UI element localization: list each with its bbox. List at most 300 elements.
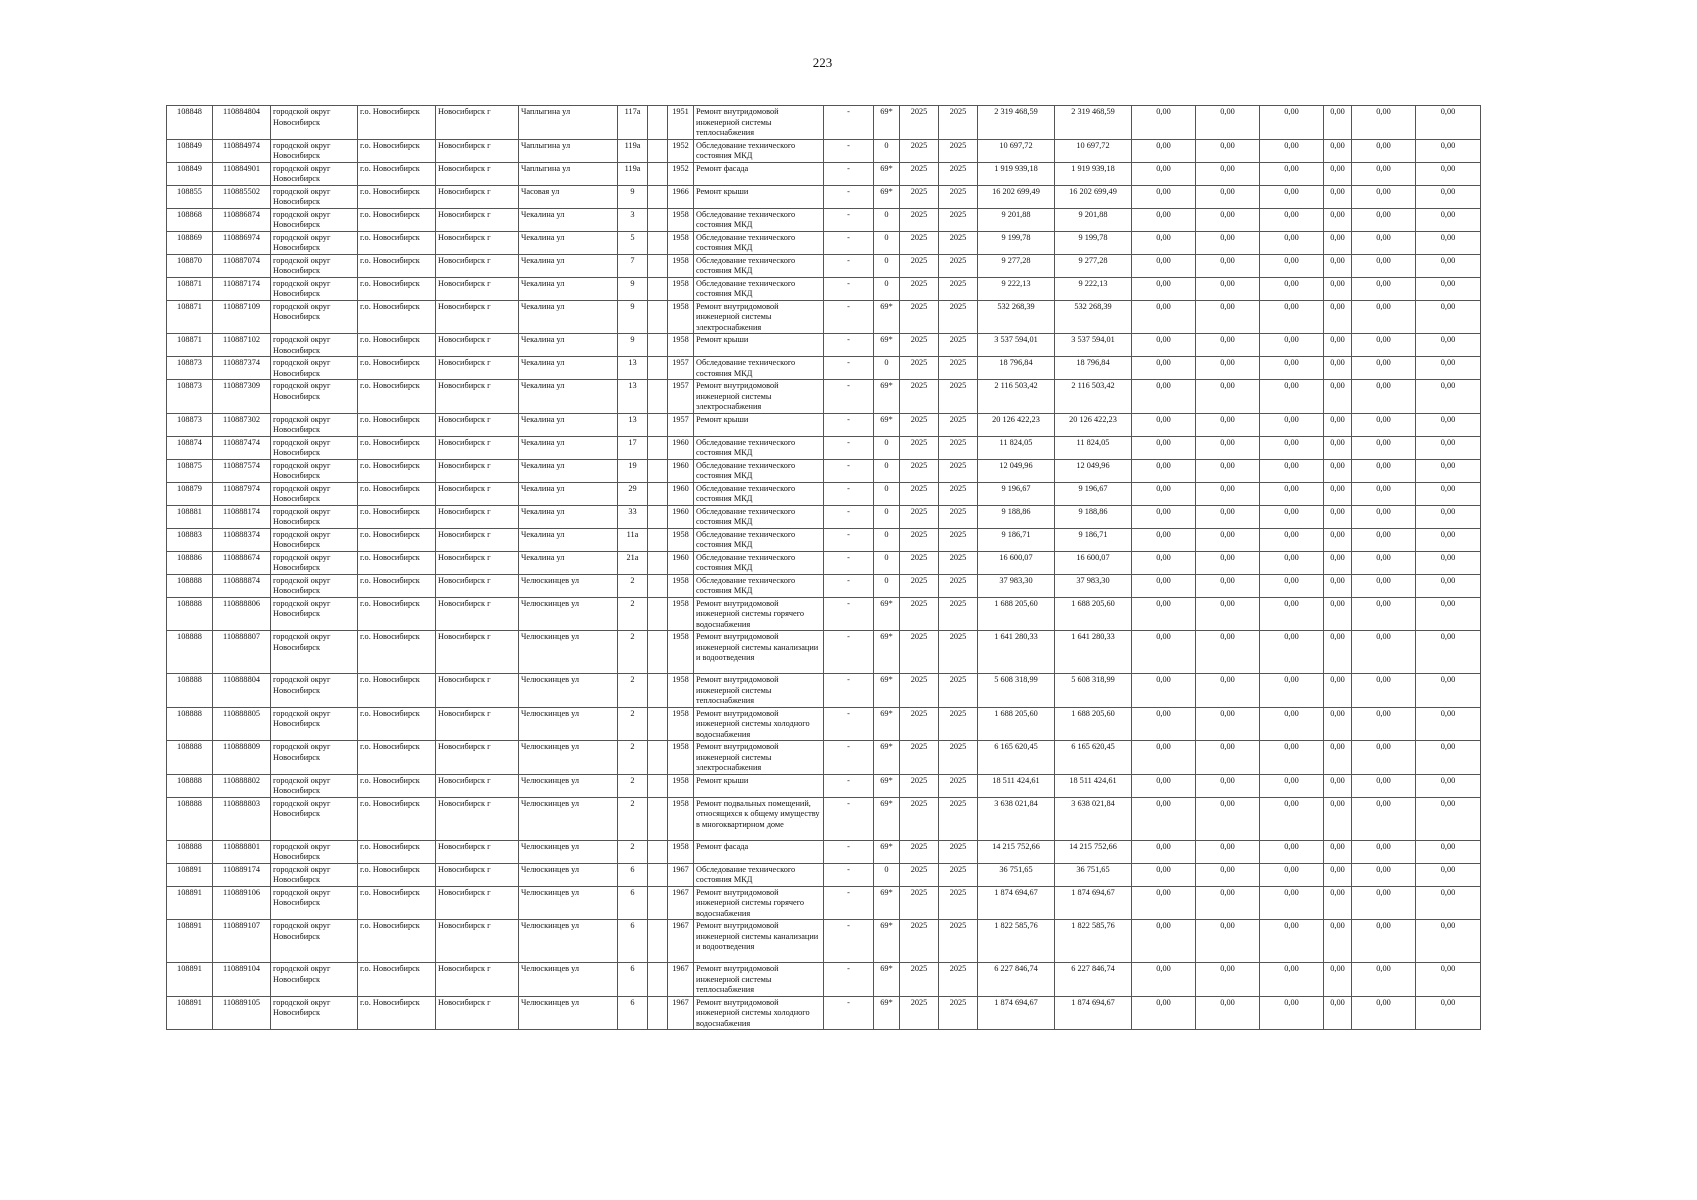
work-type-cell: Ремонт внутридомовой инженерной системы теплоснабжения bbox=[694, 963, 824, 997]
cost-col-18-cell: 0,00 bbox=[1196, 231, 1260, 254]
cost-col-17-cell: 0,00 bbox=[1132, 185, 1196, 208]
rate-cell: 0 bbox=[874, 208, 900, 231]
cell-dash-cell: - bbox=[824, 208, 874, 231]
cost-col-21-cell: 0,00 bbox=[1352, 357, 1416, 380]
building-cell bbox=[648, 208, 668, 231]
start-year-cell: 2025 bbox=[900, 162, 939, 185]
cost-fund-cell: 6 165 620,45 bbox=[1055, 741, 1132, 775]
start-year-cell: 2025 bbox=[900, 277, 939, 300]
building-cell bbox=[648, 357, 668, 380]
municipal-district-cell: г.о. Новосибирск bbox=[358, 334, 436, 357]
cost-col-22-cell: 0,00 bbox=[1416, 185, 1481, 208]
cost-col-21-cell: 0,00 bbox=[1352, 996, 1416, 1030]
building-cell bbox=[648, 574, 668, 597]
rate-cell: 0 bbox=[874, 551, 900, 574]
cost-col-18-cell: 0,00 bbox=[1196, 380, 1260, 414]
cost-col-17-cell: 0,00 bbox=[1132, 528, 1196, 551]
municipality-cell: городской округ Новосибирск bbox=[271, 886, 358, 920]
municipal-district-cell: г.о. Новосибирск bbox=[358, 482, 436, 505]
settlement-cell: Новосибирск г bbox=[436, 774, 519, 797]
cost-col-21-cell: 0,00 bbox=[1352, 707, 1416, 741]
building-cell bbox=[648, 277, 668, 300]
cost-col-20-cell: 0,00 bbox=[1324, 413, 1352, 436]
cost-col-19-cell: 0,00 bbox=[1260, 631, 1324, 674]
row-id-cell: 108871 bbox=[167, 300, 213, 334]
municipality-cell: городской округ Новосибирск bbox=[271, 482, 358, 505]
cost-col-18-cell: 0,00 bbox=[1196, 797, 1260, 840]
record-code-cell: 110888803 bbox=[213, 797, 271, 840]
settlement-cell: Новосибирск г bbox=[436, 334, 519, 357]
record-code-cell: 110887109 bbox=[213, 300, 271, 334]
year-built-cell: 1958 bbox=[668, 300, 694, 334]
year-built-cell: 1951 bbox=[668, 106, 694, 140]
building-cell bbox=[648, 863, 668, 886]
year-built-cell: 1967 bbox=[668, 920, 694, 963]
total-cost-cell: 37 983,30 bbox=[978, 574, 1055, 597]
cost-col-19-cell: 0,00 bbox=[1260, 357, 1324, 380]
cost-col-17-cell: 0,00 bbox=[1132, 106, 1196, 140]
cost-col-20-cell: 0,00 bbox=[1324, 597, 1352, 631]
year-built-cell: 1958 bbox=[668, 334, 694, 357]
house-number-cell: 13 bbox=[618, 380, 648, 414]
cost-col-17-cell: 0,00 bbox=[1132, 597, 1196, 631]
total-cost-cell: 1 874 694,67 bbox=[978, 886, 1055, 920]
settlement-cell: Новосибирск г bbox=[436, 920, 519, 963]
cost-col-21-cell: 0,00 bbox=[1352, 231, 1416, 254]
cost-col-19-cell: 0,00 bbox=[1260, 574, 1324, 597]
municipality-cell: городской округ Новосибирск bbox=[271, 254, 358, 277]
municipal-district-cell: г.о. Новосибирск bbox=[358, 106, 436, 140]
cost-col-18-cell: 0,00 bbox=[1196, 886, 1260, 920]
municipal-district-cell: г.о. Новосибирск bbox=[358, 774, 436, 797]
end-year-cell: 2025 bbox=[939, 920, 978, 963]
cost-col-19-cell: 0,00 bbox=[1260, 106, 1324, 140]
work-type-cell: Ремонт внутридомовой инженерной системы электроснабжения bbox=[694, 300, 824, 334]
cell-dash-cell: - bbox=[824, 840, 874, 863]
building-cell bbox=[648, 459, 668, 482]
cost-fund-cell: 1 688 205,60 bbox=[1055, 707, 1132, 741]
house-number-cell: 9 bbox=[618, 300, 648, 334]
cost-col-22-cell: 0,00 bbox=[1416, 413, 1481, 436]
street-cell: Чекалина ул bbox=[519, 208, 618, 231]
cost-col-22-cell: 0,00 bbox=[1416, 482, 1481, 505]
start-year-cell: 2025 bbox=[900, 528, 939, 551]
cost-col-18-cell: 0,00 bbox=[1196, 357, 1260, 380]
municipality-cell: городской округ Новосибирск bbox=[271, 208, 358, 231]
total-cost-cell: 12 049,96 bbox=[978, 459, 1055, 482]
rate-cell: 69* bbox=[874, 920, 900, 963]
end-year-cell: 2025 bbox=[939, 741, 978, 775]
cost-col-21-cell: 0,00 bbox=[1352, 920, 1416, 963]
cost-col-17-cell: 0,00 bbox=[1132, 863, 1196, 886]
row-id-cell: 108879 bbox=[167, 482, 213, 505]
year-built-cell: 1958 bbox=[668, 840, 694, 863]
cost-col-18-cell: 0,00 bbox=[1196, 300, 1260, 334]
municipality-cell: городской округ Новосибирск bbox=[271, 963, 358, 997]
start-year-cell: 2025 bbox=[900, 863, 939, 886]
cost-col-19-cell: 0,00 bbox=[1260, 863, 1324, 886]
row-id-cell: 108886 bbox=[167, 551, 213, 574]
cost-col-17-cell: 0,00 bbox=[1132, 436, 1196, 459]
cost-col-19-cell: 0,00 bbox=[1260, 707, 1324, 741]
building-cell bbox=[648, 886, 668, 920]
cost-col-19-cell: 0,00 bbox=[1260, 551, 1324, 574]
table-row bbox=[167, 774, 1481, 797]
settlement-cell: Новосибирск г bbox=[436, 254, 519, 277]
cost-col-19-cell: 0,00 bbox=[1260, 459, 1324, 482]
work-type-cell: Ремонт внутридомовой инженерной системы канализации и водоотведения bbox=[694, 631, 824, 674]
cost-col-20-cell: 0,00 bbox=[1324, 380, 1352, 414]
house-number-cell: 2 bbox=[618, 707, 648, 741]
municipal-district-cell: г.о. Новосибирск bbox=[358, 674, 436, 708]
row-id-cell: 108871 bbox=[167, 277, 213, 300]
municipality-cell: городской округ Новосибирск bbox=[271, 920, 358, 963]
cost-col-17-cell: 0,00 bbox=[1132, 707, 1196, 741]
building-cell bbox=[648, 528, 668, 551]
cost-fund-cell: 2 319 468,59 bbox=[1055, 106, 1132, 140]
record-code-cell: 110888809 bbox=[213, 741, 271, 775]
house-number-cell: 119а bbox=[618, 139, 648, 162]
year-built-cell: 1966 bbox=[668, 185, 694, 208]
work-type-cell: Ремонт внутридомовой инженерной системы горячего водоснабжения bbox=[694, 886, 824, 920]
total-cost-cell: 9 196,67 bbox=[978, 482, 1055, 505]
street-cell: Часовая ул bbox=[519, 185, 618, 208]
cost-col-21-cell: 0,00 bbox=[1352, 185, 1416, 208]
record-code-cell: 110887974 bbox=[213, 482, 271, 505]
end-year-cell: 2025 bbox=[939, 774, 978, 797]
cost-fund-cell: 9 196,67 bbox=[1055, 482, 1132, 505]
street-cell: Челюскинцев ул bbox=[519, 707, 618, 741]
municipal-district-cell: г.о. Новосибирск bbox=[358, 551, 436, 574]
cell-dash-cell: - bbox=[824, 413, 874, 436]
rate-cell: 69* bbox=[874, 840, 900, 863]
table-row bbox=[167, 863, 1481, 886]
record-code-cell: 110887302 bbox=[213, 413, 271, 436]
cost-col-22-cell: 0,00 bbox=[1416, 574, 1481, 597]
cost-col-18-cell: 0,00 bbox=[1196, 996, 1260, 1030]
end-year-cell: 2025 bbox=[939, 574, 978, 597]
start-year-cell: 2025 bbox=[900, 741, 939, 775]
cost-fund-cell: 9 186,71 bbox=[1055, 528, 1132, 551]
row-id-cell: 108888 bbox=[167, 631, 213, 674]
building-cell bbox=[648, 920, 668, 963]
record-code-cell: 110888802 bbox=[213, 774, 271, 797]
work-type-cell: Ремонт фасада bbox=[694, 840, 824, 863]
table-row bbox=[167, 920, 1481, 963]
cost-col-17-cell: 0,00 bbox=[1132, 357, 1196, 380]
cost-fund-cell: 18 511 424,61 bbox=[1055, 774, 1132, 797]
record-code-cell: 110884804 bbox=[213, 106, 271, 140]
cost-col-20-cell: 0,00 bbox=[1324, 963, 1352, 997]
cost-col-20-cell: 0,00 bbox=[1324, 208, 1352, 231]
rate-cell: 69* bbox=[874, 741, 900, 775]
end-year-cell: 2025 bbox=[939, 996, 978, 1030]
total-cost-cell: 6 165 620,45 bbox=[978, 741, 1055, 775]
end-year-cell: 2025 bbox=[939, 505, 978, 528]
municipal-district-cell: г.о. Новосибирск bbox=[358, 162, 436, 185]
record-code-cell: 110889104 bbox=[213, 963, 271, 997]
work-type-cell: Ремонт внутридомовой инженерной системы электроснабжения bbox=[694, 741, 824, 775]
end-year-cell: 2025 bbox=[939, 528, 978, 551]
end-year-cell: 2025 bbox=[939, 277, 978, 300]
start-year-cell: 2025 bbox=[900, 139, 939, 162]
settlement-cell: Новосибирск г bbox=[436, 574, 519, 597]
cell-dash-cell: - bbox=[824, 277, 874, 300]
cost-col-17-cell: 0,00 bbox=[1132, 482, 1196, 505]
start-year-cell: 2025 bbox=[900, 840, 939, 863]
work-type-cell: Ремонт фасада bbox=[694, 162, 824, 185]
row-id-cell: 108868 bbox=[167, 208, 213, 231]
cell-dash-cell: - bbox=[824, 674, 874, 708]
year-built-cell: 1960 bbox=[668, 459, 694, 482]
cost-col-22-cell: 0,00 bbox=[1416, 505, 1481, 528]
house-number-cell: 9 bbox=[618, 334, 648, 357]
cell-dash-cell: - bbox=[824, 774, 874, 797]
municipal-district-cell: г.о. Новосибирск bbox=[358, 254, 436, 277]
end-year-cell: 2025 bbox=[939, 300, 978, 334]
total-cost-cell: 14 215 752,66 bbox=[978, 840, 1055, 863]
table-row bbox=[167, 528, 1481, 551]
municipality-cell: городской округ Новосибирск bbox=[271, 574, 358, 597]
cost-col-22-cell: 0,00 bbox=[1416, 254, 1481, 277]
year-built-cell: 1960 bbox=[668, 436, 694, 459]
table-row bbox=[167, 380, 1481, 414]
cost-col-18-cell: 0,00 bbox=[1196, 674, 1260, 708]
cost-col-20-cell: 0,00 bbox=[1324, 231, 1352, 254]
total-cost-cell: 9 222,13 bbox=[978, 277, 1055, 300]
work-type-cell: Ремонт крыши bbox=[694, 334, 824, 357]
municipal-district-cell: г.о. Новосибирск bbox=[358, 840, 436, 863]
record-code-cell: 110886874 bbox=[213, 208, 271, 231]
total-cost-cell: 2 116 503,42 bbox=[978, 380, 1055, 414]
building-cell bbox=[648, 231, 668, 254]
row-id-cell: 108888 bbox=[167, 674, 213, 708]
year-built-cell: 1958 bbox=[668, 277, 694, 300]
row-id-cell: 108875 bbox=[167, 459, 213, 482]
cost-fund-cell: 9 222,13 bbox=[1055, 277, 1132, 300]
row-id-cell: 108888 bbox=[167, 707, 213, 741]
municipality-cell: городской округ Новосибирск bbox=[271, 436, 358, 459]
table-row bbox=[167, 996, 1481, 1030]
municipality-cell: городской округ Новосибирск bbox=[271, 774, 358, 797]
end-year-cell: 2025 bbox=[939, 254, 978, 277]
cost-col-22-cell: 0,00 bbox=[1416, 707, 1481, 741]
cell-dash-cell: - bbox=[824, 996, 874, 1030]
table-row bbox=[167, 185, 1481, 208]
cost-col-20-cell: 0,00 bbox=[1324, 300, 1352, 334]
record-code-cell: 110889105 bbox=[213, 996, 271, 1030]
cost-col-18-cell: 0,00 bbox=[1196, 139, 1260, 162]
table-row bbox=[167, 106, 1481, 140]
rate-cell: 69* bbox=[874, 963, 900, 997]
start-year-cell: 2025 bbox=[900, 886, 939, 920]
cost-col-19-cell: 0,00 bbox=[1260, 528, 1324, 551]
cost-fund-cell: 11 824,05 bbox=[1055, 436, 1132, 459]
start-year-cell: 2025 bbox=[900, 551, 939, 574]
total-cost-cell: 20 126 422,23 bbox=[978, 413, 1055, 436]
rate-cell: 69* bbox=[874, 413, 900, 436]
cost-col-22-cell: 0,00 bbox=[1416, 774, 1481, 797]
house-number-cell: 6 bbox=[618, 863, 648, 886]
year-built-cell: 1958 bbox=[668, 528, 694, 551]
record-code-cell: 110888874 bbox=[213, 574, 271, 597]
settlement-cell: Новосибирск г bbox=[436, 597, 519, 631]
building-cell bbox=[648, 413, 668, 436]
cost-col-17-cell: 0,00 bbox=[1132, 413, 1196, 436]
total-cost-cell: 9 188,86 bbox=[978, 505, 1055, 528]
cost-col-22-cell: 0,00 bbox=[1416, 277, 1481, 300]
municipal-district-cell: г.о. Новосибирск bbox=[358, 505, 436, 528]
cost-col-22-cell: 0,00 bbox=[1416, 357, 1481, 380]
municipality-cell: городской округ Новосибирск bbox=[271, 528, 358, 551]
start-year-cell: 2025 bbox=[900, 797, 939, 840]
cost-col-18-cell: 0,00 bbox=[1196, 254, 1260, 277]
house-number-cell: 117а bbox=[618, 106, 648, 140]
cell-dash-cell: - bbox=[824, 231, 874, 254]
cell-dash-cell: - bbox=[824, 300, 874, 334]
table-row bbox=[167, 505, 1481, 528]
cost-col-19-cell: 0,00 bbox=[1260, 277, 1324, 300]
settlement-cell: Новосибирск г bbox=[436, 139, 519, 162]
building-cell bbox=[648, 774, 668, 797]
settlement-cell: Новосибирск г bbox=[436, 413, 519, 436]
cell-dash-cell: - bbox=[824, 505, 874, 528]
cell-dash-cell: - bbox=[824, 797, 874, 840]
street-cell: Челюскинцев ул bbox=[519, 863, 618, 886]
total-cost-cell: 9 277,28 bbox=[978, 254, 1055, 277]
end-year-cell: 2025 bbox=[939, 106, 978, 140]
cost-col-21-cell: 0,00 bbox=[1352, 674, 1416, 708]
work-type-cell: Обследование технического состояния МКД bbox=[694, 208, 824, 231]
street-cell: Чаплыгина ул bbox=[519, 106, 618, 140]
cell-dash-cell: - bbox=[824, 185, 874, 208]
rate-cell: 69* bbox=[874, 300, 900, 334]
cost-fund-cell: 36 751,65 bbox=[1055, 863, 1132, 886]
cost-col-22-cell: 0,00 bbox=[1416, 231, 1481, 254]
building-cell bbox=[648, 334, 668, 357]
cost-col-17-cell: 0,00 bbox=[1132, 254, 1196, 277]
cost-col-18-cell: 0,00 bbox=[1196, 774, 1260, 797]
building-cell bbox=[648, 963, 668, 997]
rate-cell: 69* bbox=[874, 162, 900, 185]
table-row bbox=[167, 413, 1481, 436]
row-id-cell: 108869 bbox=[167, 231, 213, 254]
settlement-cell: Новосибирск г bbox=[436, 674, 519, 708]
cost-col-22-cell: 0,00 bbox=[1416, 797, 1481, 840]
building-cell bbox=[648, 707, 668, 741]
building-cell bbox=[648, 840, 668, 863]
cost-col-22-cell: 0,00 bbox=[1416, 631, 1481, 674]
rate-cell: 69* bbox=[874, 106, 900, 140]
cost-col-19-cell: 0,00 bbox=[1260, 231, 1324, 254]
municipality-cell: городской округ Новосибирск bbox=[271, 459, 358, 482]
end-year-cell: 2025 bbox=[939, 840, 978, 863]
record-code-cell: 110889174 bbox=[213, 863, 271, 886]
building-cell bbox=[648, 741, 668, 775]
cost-col-18-cell: 0,00 bbox=[1196, 840, 1260, 863]
total-cost-cell: 3 537 594,01 bbox=[978, 334, 1055, 357]
cost-col-20-cell: 0,00 bbox=[1324, 162, 1352, 185]
cost-col-18-cell: 0,00 bbox=[1196, 482, 1260, 505]
settlement-cell: Новосибирск г bbox=[436, 863, 519, 886]
building-cell bbox=[648, 106, 668, 140]
cost-col-18-cell: 0,00 bbox=[1196, 162, 1260, 185]
house-number-cell: 17 bbox=[618, 436, 648, 459]
municipality-cell: городской округ Новосибирск bbox=[271, 139, 358, 162]
cost-col-22-cell: 0,00 bbox=[1416, 886, 1481, 920]
start-year-cell: 2025 bbox=[900, 574, 939, 597]
street-cell: Чекалина ул bbox=[519, 300, 618, 334]
work-type-cell: Обследование технического состояния МКД bbox=[694, 357, 824, 380]
end-year-cell: 2025 bbox=[939, 413, 978, 436]
house-number-cell: 9 bbox=[618, 185, 648, 208]
record-code-cell: 110888174 bbox=[213, 505, 271, 528]
total-cost-cell: 6 227 846,74 bbox=[978, 963, 1055, 997]
cost-fund-cell: 20 126 422,23 bbox=[1055, 413, 1132, 436]
cost-col-21-cell: 0,00 bbox=[1352, 106, 1416, 140]
cost-fund-cell: 1 822 585,76 bbox=[1055, 920, 1132, 963]
cost-col-22-cell: 0,00 bbox=[1416, 996, 1481, 1030]
cell-dash-cell: - bbox=[824, 574, 874, 597]
street-cell: Челюскинцев ул bbox=[519, 574, 618, 597]
settlement-cell: Новосибирск г bbox=[436, 840, 519, 863]
row-id-cell: 108888 bbox=[167, 840, 213, 863]
year-built-cell: 1957 bbox=[668, 413, 694, 436]
municipality-cell: городской округ Новосибирск bbox=[271, 413, 358, 436]
municipality-cell: городской округ Новосибирск bbox=[271, 797, 358, 840]
municipality-cell: городской округ Новосибирск bbox=[271, 551, 358, 574]
cost-col-22-cell: 0,00 bbox=[1416, 300, 1481, 334]
cell-dash-cell: - bbox=[824, 254, 874, 277]
settlement-cell: Новосибирск г bbox=[436, 459, 519, 482]
year-built-cell: 1957 bbox=[668, 380, 694, 414]
municipal-district-cell: г.о. Новосибирск bbox=[358, 139, 436, 162]
street-cell: Челюскинцев ул bbox=[519, 797, 618, 840]
table-row bbox=[167, 334, 1481, 357]
start-year-cell: 2025 bbox=[900, 208, 939, 231]
municipal-district-cell: г.о. Новосибирск bbox=[358, 631, 436, 674]
settlement-cell: Новосибирск г bbox=[436, 231, 519, 254]
year-built-cell: 1952 bbox=[668, 162, 694, 185]
cost-col-18-cell: 0,00 bbox=[1196, 597, 1260, 631]
cost-col-20-cell: 0,00 bbox=[1324, 886, 1352, 920]
year-built-cell: 1967 bbox=[668, 863, 694, 886]
building-cell bbox=[648, 254, 668, 277]
building-cell bbox=[648, 380, 668, 414]
house-number-cell: 2 bbox=[618, 840, 648, 863]
cost-col-17-cell: 0,00 bbox=[1132, 741, 1196, 775]
cost-col-19-cell: 0,00 bbox=[1260, 597, 1324, 631]
row-id-cell: 108881 bbox=[167, 505, 213, 528]
street-cell: Чаплыгина ул bbox=[519, 139, 618, 162]
year-built-cell: 1958 bbox=[668, 631, 694, 674]
cost-col-20-cell: 0,00 bbox=[1324, 459, 1352, 482]
work-type-cell: Ремонт внутридомовой инженерной системы теплоснабжения bbox=[694, 106, 824, 140]
municipal-district-cell: г.о. Новосибирск bbox=[358, 707, 436, 741]
cost-col-20-cell: 0,00 bbox=[1324, 741, 1352, 775]
municipal-district-cell: г.о. Новосибирск bbox=[358, 436, 436, 459]
cost-col-21-cell: 0,00 bbox=[1352, 300, 1416, 334]
cost-col-17-cell: 0,00 bbox=[1132, 139, 1196, 162]
cost-col-21-cell: 0,00 bbox=[1352, 139, 1416, 162]
cost-col-18-cell: 0,00 bbox=[1196, 413, 1260, 436]
cost-col-18-cell: 0,00 bbox=[1196, 208, 1260, 231]
cost-col-22-cell: 0,00 bbox=[1416, 551, 1481, 574]
settlement-cell: Новосибирск г bbox=[436, 996, 519, 1030]
municipal-district-cell: г.о. Новосибирск bbox=[358, 886, 436, 920]
work-type-cell: Обследование технического состояния МКД bbox=[694, 254, 824, 277]
total-cost-cell: 1 822 585,76 bbox=[978, 920, 1055, 963]
